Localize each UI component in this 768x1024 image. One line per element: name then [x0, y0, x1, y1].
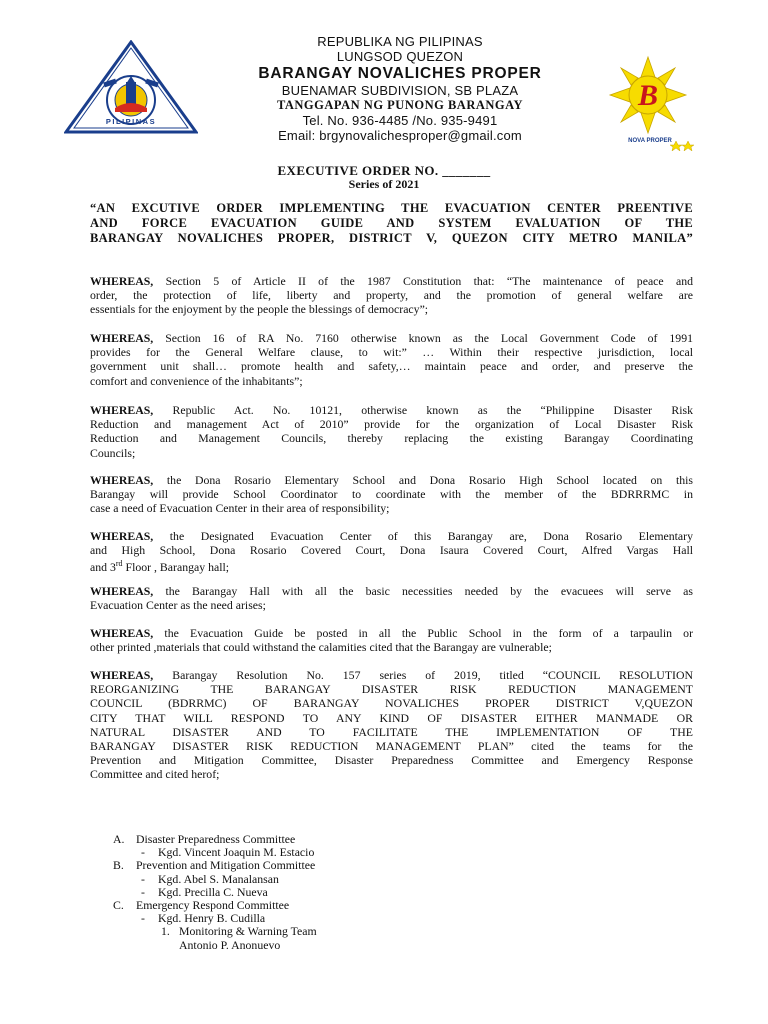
executive-order-number: EXECUTIVE ORDER NO. _______ — [277, 163, 491, 178]
address-line: BUENAMAR SUBDIVISION, SB PLAZA — [281, 83, 519, 98]
list-item: - Kgd. Precilla C. Nueva — [141, 884, 268, 899]
barangay-name: BARANGAY NOVALICHES PROPER — [258, 65, 542, 82]
whereas-keyword: WHEREAS, — [90, 473, 154, 487]
list-item: 1. Monitoring & Warning Team — [161, 924, 317, 939]
order-series: Series of 2021 — [348, 177, 420, 191]
seal-text-bottom: PILIPINAS — [105, 117, 157, 126]
committee-list — [113, 833, 533, 952]
team-name: Monitoring & Warning Team — [179, 924, 317, 939]
telephone-line: Tel. No. 936-4485 /No. 935-9491 — [302, 113, 498, 128]
heading-line: BARANGAY NOVALICHES PROPER, DISTRICT V, QUEZON CITY METRO MANILA” — [90, 231, 693, 245]
list-item: - Kgd. Abel S. Manalansan — [141, 871, 279, 886]
logo-caption: NOVA PROPER — [628, 138, 672, 144]
heading-line: “AN EXCUTIVE ORDER IMPLEMENTING THE EVACUATION CENTER PREENTIVE — [90, 201, 693, 215]
member-name: Kgd. Henry B. Cudilla — [158, 911, 266, 926]
committee-name: Disaster Preparedness Committee — [136, 832, 296, 846]
member-name: Antonio P. Anonuevo — [179, 937, 281, 952]
list-item: A. Disaster Preparedness Committee — [113, 832, 296, 846]
whereas-clause: WHEREAS, the Designated Evacuation Center of this Barangay are, Dona Rosario Elementary and High School, Dona Rosario Covered Court, Dona Isaura Covered Court, Alfred Vargas Hall and 3rd Floor , Barangay hall; — [90, 529, 693, 575]
committee-name: Emergency Respond Committee — [136, 898, 290, 913]
member-name: Kgd. Abel S. Manalansan — [158, 871, 279, 886]
heading-line: AND FORCE EVACUATION GUIDE AND SYSTEM EVALUATION OF THE — [90, 216, 693, 230]
list-item: - Kgd. Vincent Joaquin M. Estacio — [141, 845, 315, 860]
whereas-keyword: WHEREAS, — [90, 403, 154, 417]
member-name: Kgd. Vincent Joaquin M. Estacio — [158, 845, 315, 860]
list-item: - Kgd. Henry B. Cudilla — [141, 911, 266, 926]
quezon-city-seal — [64, 40, 198, 136]
list-item: B. Prevention and Mitigation Committee — [113, 858, 316, 873]
committee-name: Prevention and Mitigation Committee — [136, 858, 316, 873]
whereas-clause: WHEREAS, Republic Act. No. 10121, otherwise known as the “Philippine Disaster Risk Reduction and management Act of 2010” provide for the organization of Local Disaster Risk Reduction and Management Councils, thereby replacing the existing Barangay Coordinating Councils; — [90, 403, 693, 460]
city-line: LUNGSOD QUEZON — [336, 49, 464, 64]
svg-text:B: B — [637, 79, 659, 112]
whereas-clause: WHEREAS, the Evacuation Guide be posted in all the Public School in the form of a tarpaulin or other printed ,materials that could withstand the calamities cited that the Barangay are vulnerable; — [90, 626, 693, 655]
whereas-keyword: WHEREAS, — [90, 584, 154, 598]
whereas-clause: WHEREAS, Section 5 of Article II of the 1987 Constitution that: “The maintenance of peace and order, the protection of life, liberty and property, and the promotion of general welfare are essentials for the enjoyment by the people the blessings of democracy”; — [90, 274, 693, 317]
letterhead — [200, 34, 600, 143]
member-name: Kgd. Precilla C. Nueva — [158, 884, 268, 899]
whereas-clause: WHEREAS, the Barangay Hall with all the basic necessities needed by the evacuees will serve as Evacuation Center as the need arises; — [90, 584, 693, 613]
whereas-clause: WHEREAS, Section 16 of RA No. 7160 otherwise known as the Local Government Code of 1991 provides for the General Welfare clause, to wit:” … Within their respective jurisdiction, local government unit shall… promote health and safety,… maintain peace and order, and preserve the comfort and convenience of the inhabitants”; — [90, 331, 693, 388]
whereas-keyword: WHEREAS, — [90, 331, 154, 345]
whereas-keyword: WHEREAS, — [90, 274, 154, 288]
whereas-clause: WHEREAS, the Dona Rosario Elementary School and Dona Rosario High School located on this Barangay will provide School Coordinator to coordinate with the member of the BDRRRMC in case a need of Evacuation Center in their area of responsibility; — [90, 473, 693, 516]
list-item — [113, 939, 533, 952]
republic-line: REPUBLIKA NG PILIPINAS — [317, 34, 483, 49]
nova-proper-logo — [598, 55, 702, 151]
office-line: TANGGAPAN NG PUNONG BARANGAY — [276, 98, 524, 112]
list-item: C. Emergency Respond Committee — [113, 898, 290, 913]
whereas-keyword: WHEREAS, — [90, 626, 154, 640]
order-heading — [90, 201, 693, 246]
whereas-keyword: WHEREAS, — [90, 668, 154, 682]
whereas-clause: WHEREAS, Barangay Resolution No. 157 series of 2019, titled “COUNCIL RESOLUTION REORGANIZING THE BARANGAY DISASTER RISK REDUCTION MANAGEMENT COUNCIL (BDRRMC) OF BARANGAY NOVALICHES PROPER DISTRICT V,QUEZON CITY THAT WILL RESPOND TO ANY KIND OF DISASTER EITHER MANMADE OR NATURAL DISASTER AND TO FACILITATE THE IMPLEMENTATION OF THE BARANGAY DISASTER RISK REDUCTION MANAGEMENT PLAN” cited the teams for the Prevention and Mitigation Committee, Disaster Preparedness Committee and Emergency Response Committee and cited herof; — [90, 668, 693, 782]
whereas-keyword: WHEREAS, — [90, 529, 154, 543]
email-line: Email: brgynovalichesproper@gmail.com — [278, 128, 522, 143]
